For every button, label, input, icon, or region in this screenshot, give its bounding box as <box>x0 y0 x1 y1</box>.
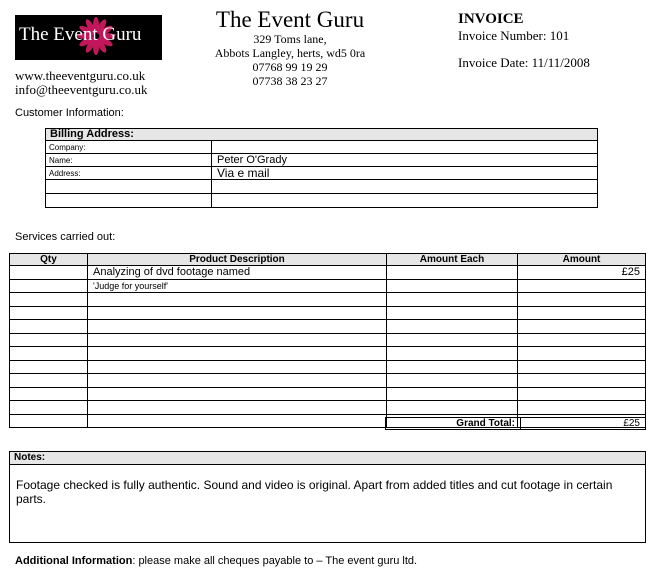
table-row <box>10 347 646 361</box>
table-row <box>10 293 646 307</box>
email-link[interactable]: info@theeventguru.co.uk <box>15 82 148 97</box>
qty-cell <box>10 320 88 334</box>
logo-text: The Event Guru <box>19 24 142 45</box>
services-body <box>10 266 646 428</box>
col-amount-each: Amount Each <box>387 254 518 266</box>
invoice-info <box>458 11 590 70</box>
table-row <box>10 360 646 374</box>
amount-each-cell <box>387 266 518 280</box>
blank-cell <box>46 194 212 208</box>
amount-each-cell <box>387 387 518 401</box>
phone-2: 07738 38 23 27 <box>252 74 328 88</box>
qty-cell <box>10 387 88 401</box>
amount-cell <box>518 347 646 361</box>
amount-cell <box>518 401 646 415</box>
billing-header: Billing Address: <box>46 129 598 141</box>
blank-row <box>46 180 598 194</box>
description-cell <box>88 387 387 401</box>
amount-cell <box>518 333 646 347</box>
amount-cell <box>518 293 646 307</box>
amount-cell <box>518 306 646 320</box>
address-row <box>46 167 598 180</box>
qty-cell <box>10 347 88 361</box>
qty-cell <box>10 414 88 428</box>
blank-cell <box>212 194 598 208</box>
description-cell: 'Judge for yourself' <box>88 279 387 293</box>
amount-each-cell <box>387 347 518 361</box>
col-amount: Amount <box>518 254 646 266</box>
description-cell <box>88 333 387 347</box>
amount-each-cell <box>387 360 518 374</box>
qty-cell <box>10 374 88 388</box>
notes-header: Notes: <box>10 452 645 465</box>
description-cell: Analyzing of dvd footage named <box>88 266 387 280</box>
services-section-label: Services carried out: <box>15 231 116 243</box>
grand-total-value: £25 <box>521 418 646 430</box>
additional-info-label: Additional Information <box>15 555 133 567</box>
invoice-title: INVOICE <box>458 11 524 27</box>
address-line-1: 329 Toms lane, <box>253 32 327 46</box>
description-cell <box>88 293 387 307</box>
customer-section-label: Customer Information: <box>15 107 124 119</box>
company-name: The Event Guru <box>215 7 365 32</box>
table-row <box>10 401 646 415</box>
blank-row <box>46 194 598 208</box>
description-cell <box>88 401 387 415</box>
table-row <box>10 374 646 388</box>
company-logo <box>15 15 162 60</box>
blank-cell <box>46 180 212 194</box>
amount-each-cell <box>387 279 518 293</box>
amount-cell <box>518 320 646 334</box>
description-cell <box>88 306 387 320</box>
name-label: Name: <box>46 154 212 167</box>
amount-each-cell <box>387 333 518 347</box>
amount-cell <box>518 387 646 401</box>
amount-cell: £25 <box>518 266 646 280</box>
table-row <box>10 306 646 320</box>
description-cell <box>88 320 387 334</box>
amount-each-cell <box>387 374 518 388</box>
address-label: Address: <box>46 167 212 180</box>
amount-each-cell <box>387 306 518 320</box>
additional-info-text: : please make all cheques payable to – The event guru ltd. <box>132 555 418 567</box>
address-value: Via e mail <box>212 167 598 180</box>
amount-each-cell <box>387 320 518 334</box>
description-cell <box>88 360 387 374</box>
company-row <box>46 141 598 154</box>
qty-cell <box>10 266 88 280</box>
amount-cell <box>518 374 646 388</box>
qty-cell <box>10 279 88 293</box>
qty-cell <box>10 401 88 415</box>
invoice-date: Invoice Date: 11/11/2008 <box>458 55 590 70</box>
invoice-number: Invoice Number: 101 <box>458 28 570 43</box>
notes-body: Footage checked is fully authentic. Sound and video is original. Apart from added titles and cut footage in certain parts. <box>16 478 613 506</box>
additional-info <box>15 555 417 567</box>
address-line-2: Abbots Langley, herts, wd5 0ra <box>214 46 366 60</box>
description-cell <box>88 374 387 388</box>
description-cell <box>88 347 387 361</box>
col-qty: Qty <box>10 254 88 266</box>
table-row <box>10 333 646 347</box>
col-description: Product Description <box>88 254 387 266</box>
name-value: Peter O'Grady <box>212 154 598 167</box>
name-row <box>46 154 598 167</box>
table-row <box>10 387 646 401</box>
qty-cell <box>10 360 88 374</box>
services-table <box>9 253 646 428</box>
amount-cell <box>518 360 646 374</box>
notes-box <box>9 451 646 543</box>
qty-cell <box>10 333 88 347</box>
company-contact <box>15 69 148 97</box>
description-cell <box>88 414 387 428</box>
qty-cell <box>10 293 88 307</box>
table-row <box>10 320 646 334</box>
table-row <box>10 279 646 293</box>
company-value <box>212 141 598 154</box>
amount-each-cell <box>387 293 518 307</box>
billing-address-table <box>45 128 598 208</box>
grand-total-label: Grand Total: <box>386 418 521 430</box>
amount-cell <box>518 279 646 293</box>
amount-each-cell <box>387 401 518 415</box>
qty-cell <box>10 306 88 320</box>
blank-cell <box>212 180 598 194</box>
table-row <box>10 266 646 280</box>
company-label: Company: <box>46 141 212 154</box>
phone-1: 07768 99 19 29 <box>252 60 328 74</box>
website-link[interactable]: www.theeventguru.co.uk <box>15 68 146 83</box>
company-header <box>190 8 390 88</box>
totals-table <box>385 417 646 430</box>
